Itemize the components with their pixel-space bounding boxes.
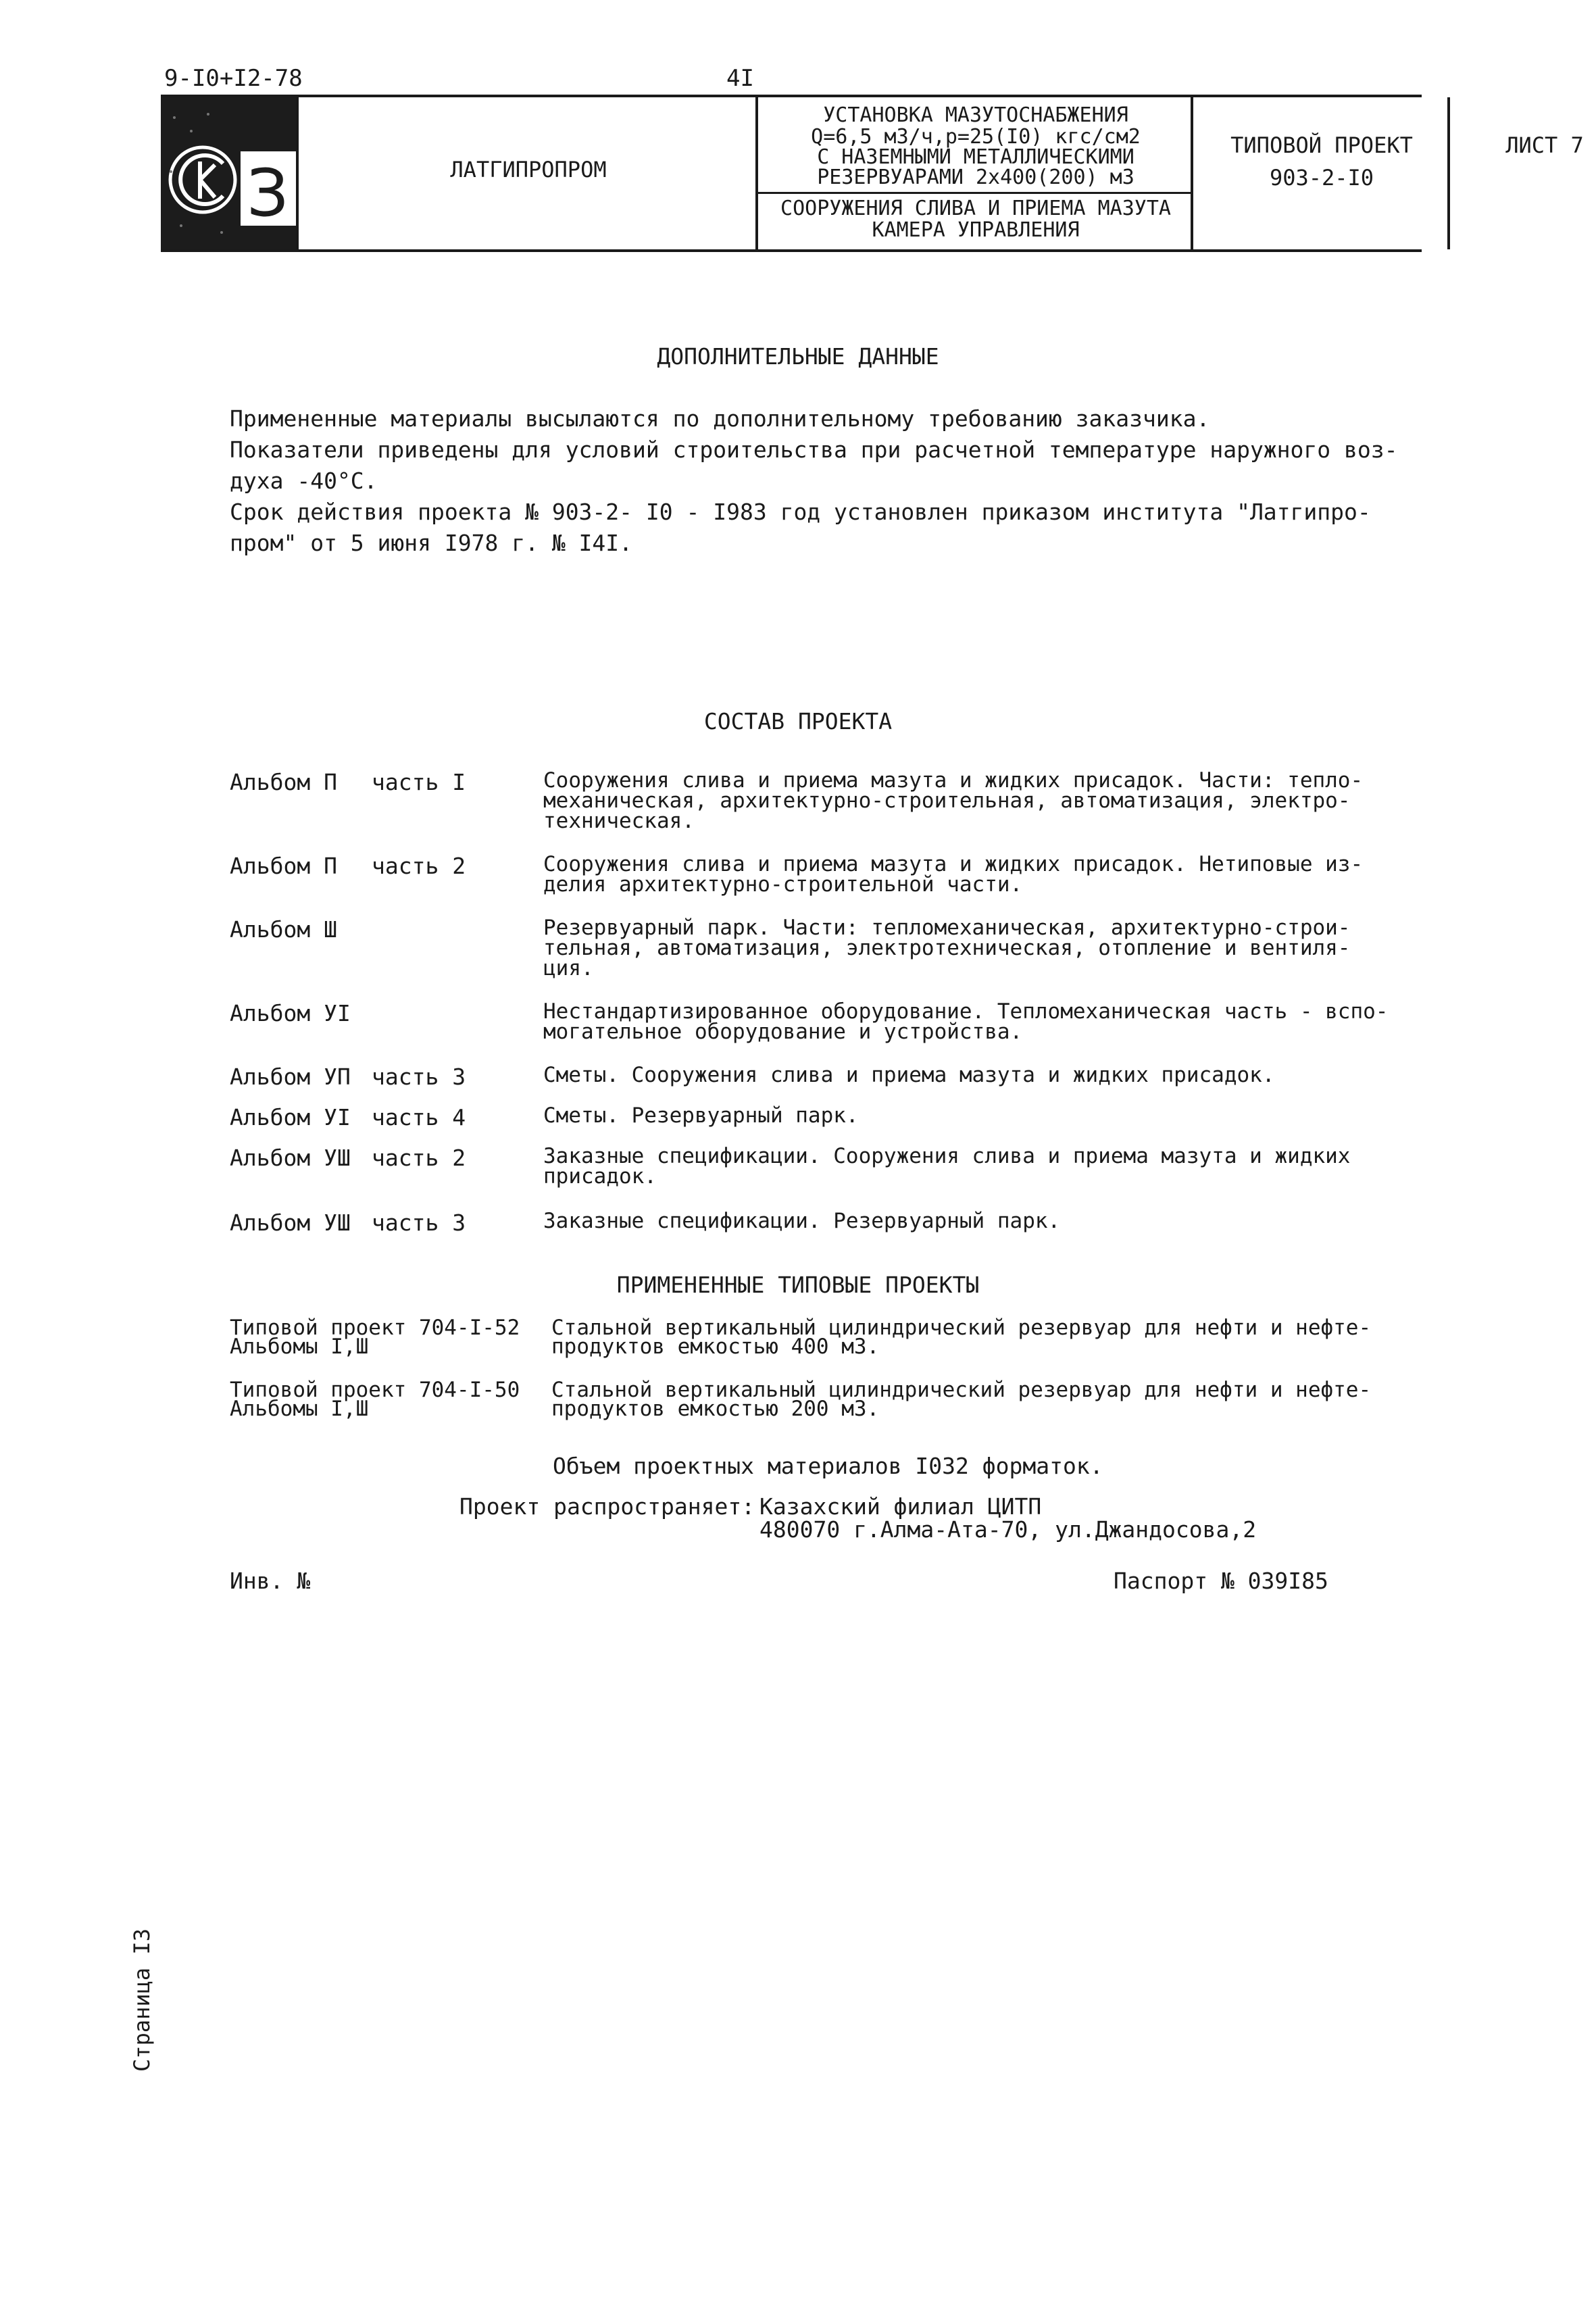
album-label: Альбом П: [230, 769, 337, 795]
album-label: Альбом УП: [230, 1064, 351, 1090]
album-label: Альбом П: [230, 853, 337, 879]
title-line: УСТАНОВКА МАЗУТОСНАБЖЕНИЯ: [823, 103, 1128, 127]
inventory-number: Инв. №: [230, 1568, 311, 1594]
album-desc: присадок.: [543, 1164, 657, 1189]
applied-project-desc: Стальной вертикальный цилиндрический резервуар для нефти и нефте-: [551, 1378, 1372, 1402]
album-desc: Сооружения слива и приема мазута и жидких присадок. Нетиповые из-: [543, 852, 1364, 876]
applied-project-desc: продуктов емкостью 200 м3.: [551, 1397, 880, 1421]
project-number: 903-2-I0: [1269, 165, 1374, 191]
project-cell: [1191, 97, 1447, 249]
album-desc: Сметы. Резервуарный парк.: [543, 1103, 859, 1128]
composition-heading: СОСТАВ ПРОЕКТА: [703, 708, 893, 735]
album-label: Альбом УШ: [230, 1145, 351, 1171]
sheet-cell: [1447, 97, 1596, 249]
part-label: часть 3: [372, 1064, 466, 1090]
album-desc: делия архитектурно-строительной части.: [543, 872, 1023, 897]
organization-name: ЛАТГИПРОПРОМ: [450, 157, 607, 182]
additional-line: Срок действия проекта № 903-2- I0 - I983 год установлен приказом института "Латгипро-: [230, 499, 1371, 525]
applied-projects-heading: ПРИМЕНЕННЫЕ ТИПОВЫЕ ПРОЕКТЫ: [616, 1272, 980, 1298]
distributor-label: Проект распространяет:: [459, 1493, 755, 1520]
applied-project-ref: Альбомы I,Ш: [230, 1335, 369, 1359]
title-line: С НАЗЕМНЫМИ МЕТАЛЛИЧЕСКИМИ: [817, 145, 1134, 169]
applied-project-ref: Альбомы I,Ш: [230, 1397, 369, 1421]
part-label: часть 3: [372, 1210, 466, 1236]
title-line: РЕЗЕРВУАРАМИ 2х400(200) м3: [817, 166, 1134, 189]
additional-line: Показатели приведены для условий строительства при расчетной температуре наружного воз-: [230, 437, 1398, 463]
distributor-name: Казахский филиал ЦИТП: [759, 1493, 1042, 1520]
album-desc: техническая.: [543, 809, 695, 833]
part-label: часть 2: [372, 1145, 466, 1171]
passport-number: Паспорт № 039I85: [1114, 1568, 1328, 1594]
page-number: 4I: [726, 65, 754, 92]
additional-line: духа -40°С.: [230, 468, 378, 494]
drawing-title-cell: [755, 97, 1191, 249]
document-code: 9-I0+I2-78: [164, 65, 303, 92]
svg-text:З: З: [247, 155, 289, 231]
title-line: КАМЕРА УПРАВЛЕНИЯ: [872, 218, 1080, 242]
album-desc: Заказные спецификации. Резервуарный парк.: [543, 1209, 1061, 1233]
album-desc: механическая, архитектурно-строительная, автоматизация, электро-: [543, 789, 1351, 813]
album-label: Альбом УШ: [230, 1210, 351, 1236]
album-label: Альбом Ш: [230, 916, 337, 943]
album-desc: Сооружения слива и приема мазута и жидких присадок. Части: тепло-: [543, 768, 1364, 793]
part-label: часть 2: [372, 853, 466, 879]
logo: [161, 97, 296, 249]
applied-project-ref: Типовой проект 704-I-50: [230, 1378, 520, 1402]
title-divider: [758, 192, 1191, 194]
album-desc: Заказные спецификации. Сооружения слива и приема мазута и жидких: [543, 1144, 1351, 1168]
additional-line: Примененные материалы высылаются по дополнительному требованию заказчика.: [230, 405, 1210, 432]
distributor-address: 480070 г.Алма-Ата-70, ул.Джандосова,2: [759, 1516, 1257, 1543]
page-stamp: Страница I3: [129, 1928, 155, 2072]
logo-icon: [161, 97, 296, 249]
additional-data-heading: ДОПОЛНИТЕЛЬНЫЕ ДАННЫЕ: [657, 343, 939, 370]
applied-project-desc: продуктов емкостью 400 м3.: [551, 1335, 880, 1359]
part-label: часть 4: [372, 1104, 466, 1130]
materials-volume: Объем проектных материалов I032 форматок.: [553, 1453, 1103, 1479]
album-label: Альбом УI: [230, 1000, 351, 1026]
organization-cell: [296, 97, 758, 249]
title-line: Q=6,5 м3/ч,р=25(I0) кгс/см2: [811, 125, 1141, 149]
album-desc: тельная, автоматизация, электротехническая, отопление и вентиля-: [543, 936, 1351, 960]
title-line: СООРУЖЕНИЯ СЛИВА И ПРИЕМА МАЗУТА: [780, 197, 1171, 220]
additional-line: пром" от 5 июня I978 г. № I4I.: [230, 530, 633, 556]
album-desc: Сметы. Сооружения слива и приема мазута и жидких присадок.: [543, 1063, 1275, 1087]
part-label: часть I: [372, 769, 466, 795]
album-desc: Резервуарный парк. Части: тепломеханическая, архитектурно-строи-: [543, 916, 1351, 940]
album-label: Альбом УI: [230, 1104, 351, 1130]
applied-project-desc: Стальной вертикальный цилиндрический резервуар для нефти и нефте-: [551, 1316, 1372, 1340]
sheet-number: ЛИСТ 7: [1505, 132, 1584, 158]
album-desc: могательное оборудование и устройства.: [543, 1020, 1023, 1044]
applied-project-ref: Типовой проект 704-I-52: [230, 1316, 520, 1340]
album-desc: Нестандартизированное оборудование. Тепломеханическая часть - вспо-: [543, 999, 1389, 1024]
album-desc: ция.: [543, 956, 594, 980]
project-label: ТИПОВОЙ ПРОЕКТ: [1230, 132, 1413, 158]
title-block: [161, 95, 1584, 252]
